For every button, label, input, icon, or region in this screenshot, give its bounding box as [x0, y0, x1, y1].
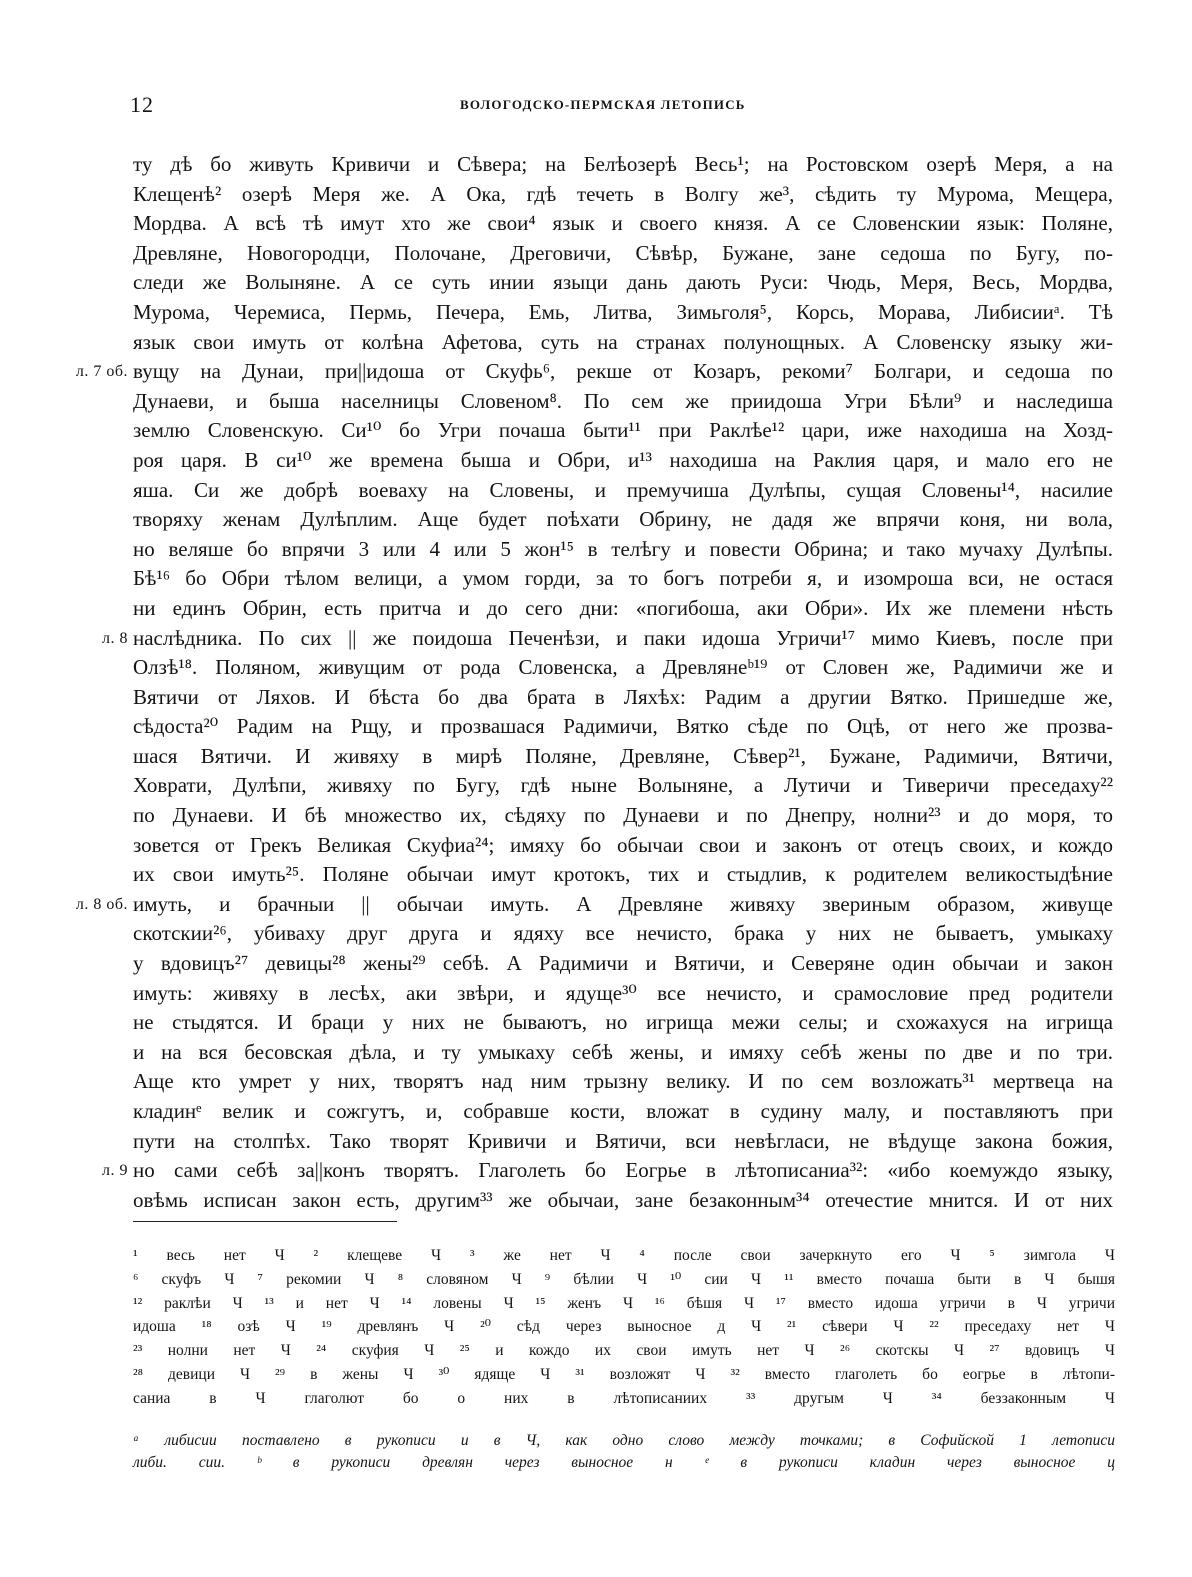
text-line-content: ни единъ Обрин, есть притча и до сего дни: «погибоша, аки Обри». Их же племени нѣсть [133, 595, 1113, 620]
text-line [133, 387, 1113, 417]
text-line-content: яша. Си же добрѣ воеваху на Словены, и премучиша Дулѣпы, сущая Словены¹⁴, насилие [133, 477, 1113, 502]
text-line-content: Олзѣ¹⁸. Поляном, живущим от рода Словенска, а Древлянеᵇ¹⁹ от Словен же, Радимичи же и [133, 655, 1113, 680]
running-title: ВОЛОГОДСКО-ПЕРМСКАЯ ЛЕТОПИСЬ [460, 97, 746, 112]
text-line-content: наслѣдника. По сих || же поидоша Печенѣзи, и паки идоша Угричи¹⁷ мимо Киевъ, после при [133, 625, 1113, 650]
folio-marker: л. 8 об. [75, 895, 128, 913]
text-line [133, 268, 1113, 298]
text-line-content: Аще кто умрет у них, творятъ над ним трызну велику. И по сем возложать³¹ мертвеца на [133, 1069, 1113, 1094]
text-line [133, 416, 1113, 446]
text-line-content: Дунаеви, и быша населницы Словеном⁸. По сем же приидоша Угри Бѣли⁹ и наследиша [133, 388, 1113, 413]
text-line [133, 683, 1113, 713]
text-line-content: у вдовицъ²⁷ девицы²⁸ жены²⁹ себѣ. А Радимичи и Вятичи, и Северяне один обычаи и закон [133, 951, 1113, 976]
text-line-content: вущу на Дунаи, при||идоша от Скуфь⁶, рекше от Козаръ, рекоми⁷ Болгари, и седоша по [133, 359, 1113, 384]
text-line-content: но сами себѣ за||конъ творятъ. Глаголеть бо Еогрье в лѣтописаниа³²: «ибо коемуждо языку, [133, 1158, 1113, 1183]
text-line [133, 328, 1113, 358]
text-line [102, 624, 1113, 654]
text-line-content: Клещенѣ² озерѣ Меря же. А Ока, гдѣ течеть в Волгу же³, сѣдить ту Мурома, Мещера, [133, 181, 1113, 206]
text-line [133, 771, 1113, 801]
text-line-content: но веляше бо впрячи 3 или 4 или 5 жон¹⁵ в телѣгу и повести Обрина; и тако мучаху Дулѣпы. [133, 536, 1113, 561]
footnote-line: идоша ¹⁸ озѣ Ч ¹⁹ древлянъ Ч ²⁰ сѣд через выносное д Ч ²¹ сѣвери Ч ²² преседаху нет Ч [133, 1318, 1115, 1336]
text-line [75, 890, 1113, 920]
text-line-content: роя царя. В си¹⁰ же времена быша и Обри, и¹³ находиша на Раклия царя, и мало его не [133, 447, 1113, 472]
text-line [133, 653, 1113, 683]
letter-footnote-line: ᵃ либисии поставлено в рукописи и в Ч, как одно слово между точками; в Софийской 1 летописи [133, 1432, 1115, 1449]
text-line-content: творяху женам Дулѣплим. Аще будет поѣхати Обрину, не дадя же впрячи коня, ни вола, [133, 507, 1113, 532]
text-line [133, 298, 1113, 328]
text-line-content: скотскии²⁶, убиваху друг друга и ядяху все нечисто, брака у них не бываетъ, умыкаху [133, 921, 1113, 946]
text-line [133, 742, 1113, 772]
text-line [133, 801, 1113, 831]
text-line [133, 712, 1113, 742]
text-line-content: их свои имуть²⁵. Поляне обычаи имут кротокъ, тих и стыдлив, к родителем великостыдѣние [133, 862, 1113, 887]
footnote-divider [133, 1221, 397, 1222]
text-line [133, 535, 1113, 565]
text-line [133, 209, 1113, 239]
text-line [133, 1127, 1113, 1157]
text-line-content: кладинᵉ велик и сожгутъ, и, собравше кости, вложат в судину малу, и поставляютъ при [133, 1099, 1113, 1123]
text-line [133, 1008, 1113, 1038]
footnote-line: саниа в Ч глаголют бо о них в лѣтописаниих ³³ другым Ч ³⁴ беззаконным Ч [133, 1389, 1115, 1407]
text-line-content: сѣдоста²⁰ Радим на Рщу, и прозвашася Радимичи, Вятко сѣде по Оцѣ, от него же прозва- [133, 714, 1113, 739]
text-line-content: Мордва. А всѣ тѣ имут хто же свои⁴ язык и своего князя. А се Словенскии язык: Поляне, [133, 211, 1113, 236]
text-line-content: зовется от Грекъ Великая Скуфиа²⁴; имяху бо обычаи свои и законъ от отецъ своих, и кождо [133, 832, 1113, 857]
text-line [133, 1097, 1113, 1127]
text-line [133, 1067, 1113, 1097]
text-line [133, 239, 1113, 269]
text-line-content: ту дѣ бо живуть Кривичи и Сѣвера; на Белѣозерѣ Весь¹; на Ростовском озерѣ Меря, а на [133, 152, 1113, 176]
text-line-content: Ховрати, Дулѣпи, живяху по Бугу, гдѣ ныне Волыняне, а Лутичи и Тиверичи преседаху²² [133, 773, 1113, 798]
page-number: 12 [130, 92, 154, 117]
text-line [133, 1038, 1113, 1068]
text-line-content: следи же Волыняне. А се суть инии языци дань дають Руси: Чюдь, Меря, Весь, Мордва, [133, 270, 1113, 295]
text-line [133, 949, 1113, 979]
text-line [133, 1186, 1113, 1216]
text-line-content: шася Вятичи. И живяху в мирѣ Поляне, Древляне, Сѣвер²¹, Бужане, Радимичи, Вятичи, [133, 743, 1113, 768]
text-line [133, 979, 1113, 1009]
footnotes [133, 1244, 1115, 1411]
text-line-content: имуть, и брачныи || обычаи имуть. А Древляне живяху звериным образом, живуще [133, 891, 1113, 916]
text-line-content: землю Словенскую. Си¹⁰ бо Угри почаша быти¹¹ при Раклѣе¹² цари, иже находиша на Хозд- [133, 418, 1113, 443]
text-line [133, 446, 1113, 476]
text-line [102, 1156, 1113, 1186]
text-line-content: пути на столпѣх. Тако творят Кривичи и Вятичи, вси невѣгласи, не вѣдуще закона божия, [133, 1128, 1113, 1153]
footnote-line: ¹² раклѣи Ч ¹³ и нет Ч ¹⁴ ловены Ч ¹⁵ женъ Ч ¹⁶ бѣшя Ч ¹⁷ вместо идоша угричи в Ч угричи [133, 1294, 1115, 1312]
footnote-line: ²⁸ девици Ч ²⁹ в жены Ч ³⁰ ядяще Ч ³¹ возложят Ч ³² вместо глаголеть бо еогрье в лѣтопи- [133, 1365, 1115, 1383]
text-line [133, 180, 1113, 210]
footnote-line: ⁶ скуфъ Ч ⁷ рекомии Ч ⁸ словяном Ч ⁹ бѣлии Ч ¹⁰ сии Ч ¹¹ вместо почаша быти в Ч бышя [133, 1270, 1115, 1288]
text-line-content: и на вся бесовская дѣла, и ту умыкаху себѣ жены, и имяху себѣ жены по две и по три. [133, 1039, 1113, 1064]
folio-marker: л. 7 об. [75, 363, 128, 381]
text-line-content: Мурома, Черемиса, Пермь, Печера, Емь, Литва, Зимьголя⁵, Корсь, Морава, Либисииᵃ. Тѣ [133, 299, 1113, 324]
letter-footnote-line: либи. сии. ᵇ в рукописи древлян через выносное н ᵉ в рукописи кладин через выносное ц [133, 1454, 1115, 1471]
text-line-content: Древляне, Новогородци, Полочане, Дреговичи, Сѣвѣр, Бужане, зане седоша по Бугу, по- [133, 240, 1113, 265]
text-line [75, 357, 1113, 387]
body-text [75, 150, 1113, 1215]
footnote-line: ¹ весь нет Ч ² клещеве Ч ³ же нет Ч ⁴ после свои зачеркнуто его Ч ⁵ зимгола Ч [133, 1247, 1115, 1264]
text-line [133, 564, 1113, 594]
footnote-line: ²³ нолни нет Ч ²⁴ скуфия Ч ²⁵ и кождо их свои имуть нет Ч ²⁶ скотскы Ч ²⁷ вдовицъ Ч [133, 1342, 1115, 1360]
text-line-content: не стыдятся. И браци у них не бываютъ, но игрища межи селы; и схожахуся на игрища [133, 1010, 1113, 1035]
letter-footnotes [133, 1430, 1115, 1474]
text-line [133, 919, 1113, 949]
text-line [133, 860, 1113, 890]
text-line-content: Вятичи от Ляхов. И бѣста бо два брата в Ляхѣх: Радим а другии Вятко. Пришедше же, [133, 684, 1113, 709]
text-line [133, 476, 1113, 506]
text-line [133, 831, 1113, 861]
text-line-content: по Дунаеви. И бѣ множество их, сѣдяху по Дунаеви и по Днепру, нолни²³ и до моря, то [133, 803, 1113, 828]
text-line-content: овѣмь исписан закон есть, другим³³ же обычаи, зане безаконным³⁴ отечестие мнится. И от них [133, 1187, 1113, 1212]
folio-marker: л. 8 [102, 629, 128, 647]
text-line-content: имуть: живяху в лесѣх, аки звѣри, и ядуще³⁰ все нечисто, и срамословие пред родители [133, 980, 1113, 1005]
folio-marker: л. 9 [102, 1162, 128, 1180]
text-line-content: язык свои имуть от колѣна Афетова, суть на странах полунощных. А Словенску языку жи- [133, 329, 1113, 354]
text-line [133, 594, 1113, 624]
text-line [133, 505, 1113, 535]
text-line [133, 150, 1113, 180]
text-line-content: Бѣ¹⁶ бо Обри тѣлом велици, а умом горди, за то богъ потреби я, и изомроша вси, не остася [133, 566, 1113, 591]
